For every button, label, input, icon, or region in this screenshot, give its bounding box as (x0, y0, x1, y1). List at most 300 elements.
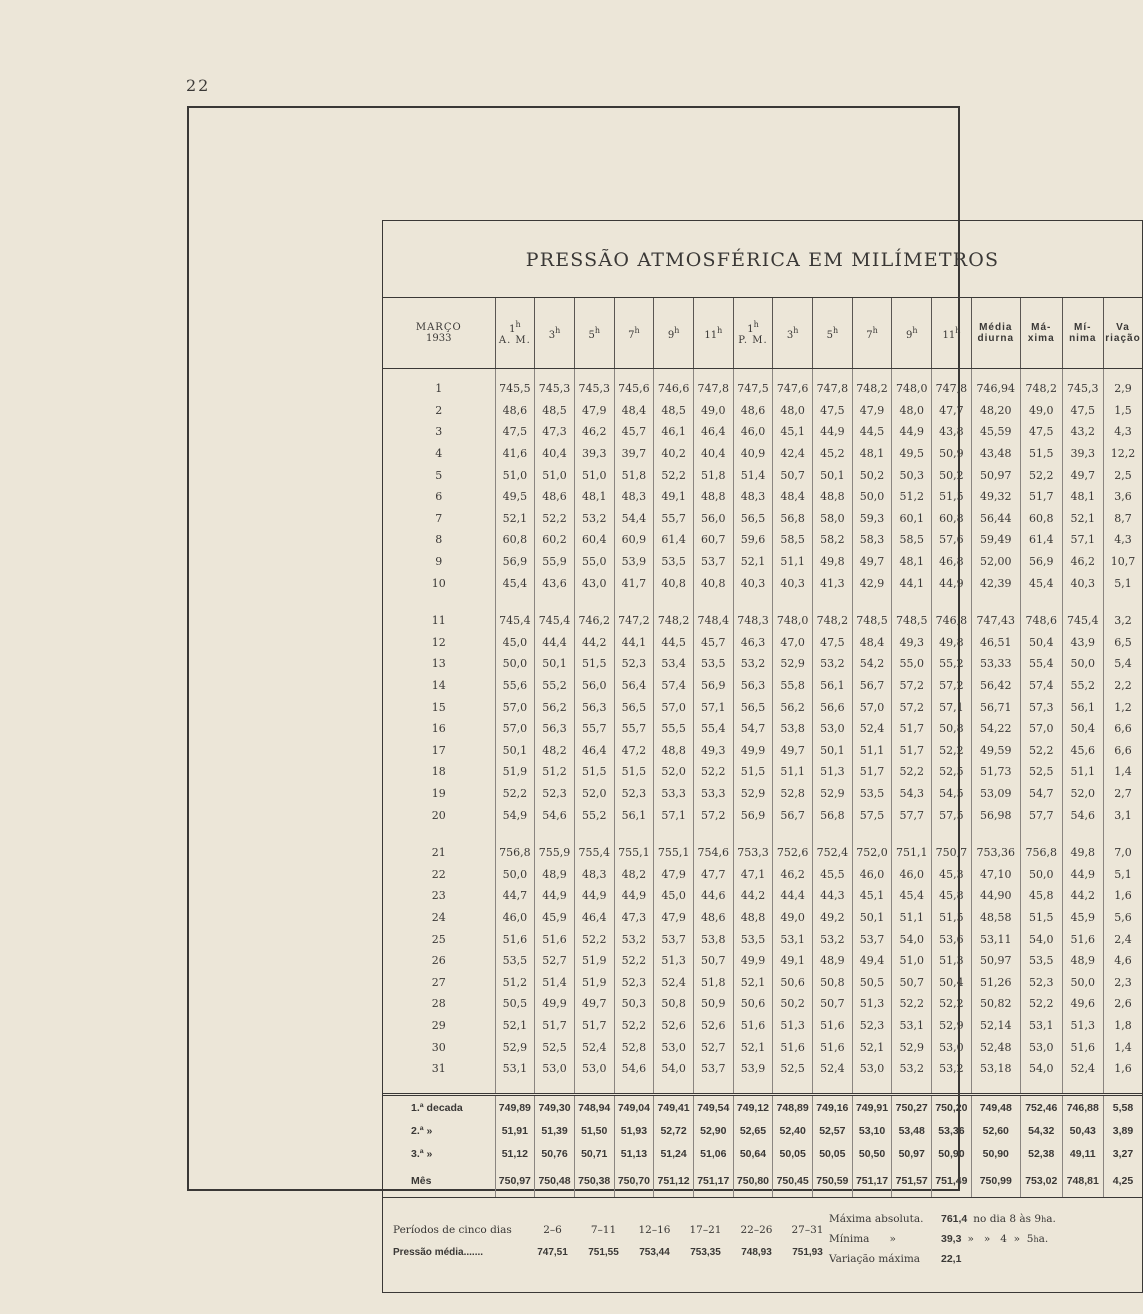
gap-cell (693, 594, 733, 610)
media-header-cell (971, 298, 1020, 369)
value-cell: 54,22 (971, 718, 1020, 740)
value-cell: 51,6 (813, 1015, 853, 1037)
summary-row (383, 1095, 1142, 1120)
hour-sup: h (955, 325, 961, 335)
value-cell: 749,41 (654, 1095, 694, 1120)
value-cell: 52,9 (773, 653, 813, 675)
value-cell: 51,5 (574, 761, 614, 783)
day-cell: 4 (435, 447, 443, 461)
pressure-mean-value: 753,35 (690, 1246, 721, 1258)
value-cell: 2,7 (1103, 783, 1142, 805)
value-cell: 748,6 (1020, 610, 1062, 632)
value-cell: 748,94 (574, 1095, 614, 1120)
value-cell: 55,0 (574, 551, 614, 573)
value-cell: 745,3 (1062, 378, 1103, 400)
media-label-2: diurna (977, 333, 1015, 344)
hour-header-cell (773, 298, 813, 369)
value-cell: 53,5 (852, 783, 892, 805)
value-cell: 46,3 (733, 632, 773, 654)
value-cell: 48,20 (971, 400, 1020, 422)
value-cell: 752,46 (1020, 1095, 1062, 1120)
value-cell: 50,7 (892, 971, 932, 993)
hour-label: 3 (548, 329, 556, 341)
gap-cell (852, 369, 892, 379)
value-cell: 748,4 (693, 610, 733, 632)
value-cell: 49,9 (535, 993, 575, 1015)
value-cell: 56,98 (971, 804, 1020, 826)
value-cell: 51,3 (1062, 1015, 1103, 1037)
table-row (383, 486, 1142, 508)
value-cell: 749,04 (614, 1095, 654, 1120)
max-header-cell (1020, 298, 1062, 369)
value-cell: 52,3 (852, 1015, 892, 1037)
hour-header-cell (852, 298, 892, 369)
value-cell: 750,70 (614, 1165, 654, 1198)
value-cell: 48,1 (892, 551, 932, 573)
value-cell: 41,6 (495, 443, 535, 465)
hour-label: 9 (905, 329, 913, 341)
decade-gap (383, 826, 1142, 842)
gap-cell (654, 369, 694, 379)
value-cell: 50,1 (813, 740, 853, 762)
value-cell: 44,2 (574, 632, 614, 654)
value-cell: 52,57 (813, 1119, 853, 1142)
value-cell: 751,57 (892, 1165, 932, 1198)
absolute-max-row (829, 1209, 1056, 1229)
value-cell: 56,2 (773, 696, 813, 718)
value-cell: 55,9 (535, 551, 575, 573)
gap-cell (614, 826, 654, 842)
value-cell: 45,4 (1020, 572, 1062, 594)
value-cell: 47,0 (773, 632, 813, 654)
gap-cell (932, 369, 972, 379)
gap-cell (574, 1079, 614, 1095)
gap-cell (892, 594, 932, 610)
value-cell: 54,6 (1062, 804, 1103, 826)
gap-cell (773, 1079, 813, 1095)
gap-cell (1103, 1079, 1142, 1095)
value-cell: 51,06 (693, 1142, 733, 1165)
value-cell: 3,27 (1103, 1142, 1142, 1165)
value-cell: 53,7 (852, 928, 892, 950)
value-cell: 51,8 (693, 464, 733, 486)
value-cell: 50,3 (892, 464, 932, 486)
hour-header-cell (574, 298, 614, 369)
value-cell: 1,6 (1103, 1058, 1142, 1080)
value-cell: 52,8 (773, 783, 813, 805)
value-cell: 51,6 (773, 1036, 813, 1058)
value-cell: 51,7 (535, 1015, 575, 1037)
value-cell: 53,0 (574, 1058, 614, 1080)
value-cell: 52,9 (813, 783, 853, 805)
value-cell: 54,32 (1020, 1119, 1062, 1142)
value-cell: 54,4 (614, 508, 654, 530)
gap-cell (1103, 826, 1142, 842)
value-cell: 748,2 (1020, 378, 1062, 400)
gap-cell (383, 1079, 495, 1095)
value-cell: 52,60 (971, 1119, 1020, 1142)
value-cell: 49,7 (852, 551, 892, 573)
day-cell: 7 (435, 511, 443, 525)
value-cell: 751,17 (852, 1165, 892, 1198)
value-cell: 49,5 (892, 443, 932, 465)
value-cell: 45,2 (813, 443, 853, 465)
table-row (383, 421, 1142, 443)
gap-cell (614, 594, 654, 610)
value-cell: 47,5 (1020, 421, 1062, 443)
gap-cell (614, 369, 654, 379)
value-cell: 54,6 (535, 804, 575, 826)
value-cell: 6,6 (1103, 740, 1142, 762)
value-cell: 749,91 (852, 1095, 892, 1120)
value-cell: 52,1 (733, 551, 773, 573)
value-cell: 49,2 (813, 907, 853, 929)
value-cell: 43,9 (1062, 632, 1103, 654)
value-cell: 46,8 (932, 551, 972, 573)
day-cell: 21 (431, 846, 446, 860)
table-row (383, 928, 1142, 950)
value-cell: 57,4 (654, 675, 694, 697)
value-cell: 47,7 (693, 863, 733, 885)
value-cell: 52,1 (495, 1015, 535, 1037)
hour-sup: h (793, 325, 799, 335)
value-cell: 52,2 (892, 993, 932, 1015)
gap-cell (971, 594, 1020, 610)
hour-label: 5 (826, 329, 833, 341)
gap-cell (383, 594, 495, 610)
period-value: 27–31 (791, 1224, 824, 1236)
gap-cell (693, 826, 733, 842)
gap-cell (383, 826, 495, 842)
value-cell: 50,2 (932, 464, 972, 486)
value-cell: 52,1 (495, 508, 535, 530)
table-row (383, 572, 1142, 594)
day-cell: 11 (431, 614, 446, 628)
value-cell: 53,1 (892, 1015, 932, 1037)
value-cell: 49,7 (1062, 464, 1103, 486)
day-cell: 13 (431, 657, 446, 671)
table-row (383, 696, 1142, 718)
table-row (383, 400, 1142, 422)
value-cell: 54,2 (852, 653, 892, 675)
value-cell: 45,9 (535, 907, 575, 929)
pressure-mean-value: 748,93 (741, 1246, 772, 1258)
table-row (383, 378, 1142, 400)
gap-cell (733, 594, 773, 610)
hour-sup: h (753, 320, 759, 329)
hour-header-cell (495, 298, 535, 369)
value-cell: 755,1 (614, 842, 654, 864)
value-cell: 48,9 (813, 950, 853, 972)
value-cell: 51,1 (892, 907, 932, 929)
value-cell: 52,1 (733, 971, 773, 993)
value-cell: 53,10 (852, 1119, 892, 1142)
value-cell: 57,5 (852, 804, 892, 826)
value-cell: 50,7 (693, 950, 733, 972)
value-cell: 55,0 (892, 653, 932, 675)
value-cell: 50,50 (852, 1142, 892, 1165)
value-cell: 52,2 (932, 993, 972, 1015)
value-cell: 753,02 (1020, 1165, 1062, 1198)
value-cell: 56,9 (495, 551, 535, 573)
max-label: Má- (1031, 322, 1052, 333)
value-cell: 5,6 (1103, 907, 1142, 929)
gap-cell (1103, 369, 1142, 379)
value-cell: 48,3 (733, 486, 773, 508)
value-cell: 748,0 (773, 610, 813, 632)
hour-header-cell (614, 298, 654, 369)
absolute-max-value: 761,4 (941, 1213, 968, 1225)
table-row (383, 993, 1142, 1015)
value-cell: 56,8 (813, 804, 853, 826)
value-cell: 52,8 (614, 1036, 654, 1058)
value-cell: 50,05 (773, 1142, 813, 1165)
value-cell: 750,20 (932, 1095, 972, 1120)
value-cell: 47,9 (654, 863, 694, 885)
value-cell: 53,11 (971, 928, 1020, 950)
value-cell: 52,9 (495, 1036, 535, 1058)
value-cell: 2,3 (1103, 971, 1142, 993)
hour-sup: h (1033, 1234, 1039, 1244)
value-cell: 747,5 (733, 378, 773, 400)
value-cell: 60,1 (892, 508, 932, 530)
value-cell: 751,1 (892, 842, 932, 864)
periods-label: Períodos de cinco dias (393, 1224, 512, 1236)
value-cell: 47,5 (495, 421, 535, 443)
table-row (383, 464, 1142, 486)
value-cell: 50,8 (654, 993, 694, 1015)
value-cell: 40,8 (654, 572, 694, 594)
value-cell: 57,0 (495, 696, 535, 718)
value-cell: 51,1 (773, 551, 813, 573)
day-cell: 31 (431, 1062, 446, 1076)
value-cell: 752,6 (773, 842, 813, 864)
value-cell: 52,0 (574, 783, 614, 805)
value-cell: 60,7 (693, 529, 733, 551)
table-row (383, 740, 1142, 762)
gap-cell (932, 594, 972, 610)
value-cell: 51,0 (535, 464, 575, 486)
value-cell: 53,18 (971, 1058, 1020, 1080)
table-row (383, 610, 1142, 632)
value-cell: 2,6 (1103, 993, 1142, 1015)
gap-cell (654, 826, 694, 842)
pressure-mean-value: 753,44 (639, 1246, 670, 1258)
value-cell: 51,93 (614, 1119, 654, 1142)
day-cell: 20 (431, 808, 446, 822)
gap-cell (733, 369, 773, 379)
header-row (383, 298, 1142, 369)
decade-gap (383, 1079, 1142, 1095)
value-cell: 746,94 (971, 378, 1020, 400)
value-cell: 45,7 (614, 421, 654, 443)
value-cell: 755,4 (574, 842, 614, 864)
gap-cell (1020, 594, 1062, 610)
value-cell: 7,0 (1103, 842, 1142, 864)
month-label: MARÇO (415, 322, 462, 333)
value-cell: 52,2 (892, 761, 932, 783)
value-cell: 46,0 (892, 863, 932, 885)
value-cell: 747,8 (693, 378, 733, 400)
value-cell: 59,49 (971, 529, 1020, 551)
value-cell: 51,1 (1062, 761, 1103, 783)
value-cell: 49,9 (733, 740, 773, 762)
gap-cell (574, 826, 614, 842)
value-cell: 51,0 (892, 950, 932, 972)
value-cell: 48,8 (654, 740, 694, 762)
value-cell: 56,1 (614, 804, 654, 826)
value-cell: 56,2 (535, 696, 575, 718)
value-cell: 48,6 (733, 400, 773, 422)
value-cell: 52,6 (693, 1015, 733, 1037)
value-cell: 1,8 (1103, 1015, 1142, 1037)
gap-cell (574, 594, 614, 610)
value-cell: 52,48 (971, 1036, 1020, 1058)
day-cell: 2 (435, 403, 443, 417)
value-cell: 47,9 (574, 400, 614, 422)
value-cell: 746,88 (1062, 1095, 1103, 1120)
gap-cell (813, 594, 853, 610)
value-cell: 53,7 (693, 1058, 733, 1080)
value-cell: 40,8 (693, 572, 733, 594)
value-cell: 52,00 (971, 551, 1020, 573)
gap-cell (535, 594, 575, 610)
value-cell: 60,8 (932, 508, 972, 530)
value-cell: 52,1 (733, 1036, 773, 1058)
gap-cell (1020, 1079, 1062, 1095)
value-cell: 50,9 (693, 993, 733, 1015)
value-cell: 57,4 (1020, 675, 1062, 697)
value-cell: 54,7 (733, 718, 773, 740)
period-value: 12–16 (638, 1224, 671, 1236)
value-cell: 748,81 (1062, 1165, 1103, 1198)
value-cell: 53,0 (535, 1058, 575, 1080)
value-cell: 51,6 (813, 1036, 853, 1058)
absolute-min-value: 39,3 (941, 1233, 962, 1245)
value-cell: 46,0 (733, 421, 773, 443)
variation-header-cell (1103, 298, 1142, 369)
value-cell: 745,3 (574, 378, 614, 400)
value-cell: 4,3 (1103, 421, 1142, 443)
value-cell: 51,7 (574, 1015, 614, 1037)
max-variation-label: Variação máxima (829, 1253, 921, 1265)
value-cell: 56,7 (852, 675, 892, 697)
value-cell: 54,0 (892, 928, 932, 950)
value-cell: 60,9 (614, 529, 654, 551)
variation-label-2: riação (1105, 333, 1141, 344)
value-cell: 51,2 (535, 761, 575, 783)
gap-cell (654, 594, 694, 610)
value-cell: 57,1 (1062, 529, 1103, 551)
period-value: 2–6 (543, 1224, 562, 1236)
hour-sup: h (1041, 1214, 1047, 1224)
value-cell: 749,89 (495, 1095, 535, 1120)
pressure-table (383, 298, 1142, 1198)
value-cell: 50,1 (535, 653, 575, 675)
value-cell: 51,0 (495, 464, 535, 486)
hour-header-cell (693, 298, 733, 369)
summary-row (383, 1142, 1142, 1165)
value-cell: 45,8 (932, 885, 972, 907)
value-cell: 50,1 (495, 740, 535, 762)
value-cell: 53,33 (971, 653, 1020, 675)
value-cell: 747,2 (614, 610, 654, 632)
value-cell: 45,8 (1020, 885, 1062, 907)
value-cell: 54,6 (614, 1058, 654, 1080)
min-label-2: nima (1069, 333, 1097, 344)
table-row (383, 1036, 1142, 1058)
value-cell: 2,4 (1103, 928, 1142, 950)
day-cell: 8 (435, 533, 443, 547)
value-cell: 44,3 (813, 885, 853, 907)
value-cell: 51,3 (932, 950, 972, 972)
gap-cell (852, 594, 892, 610)
value-cell: 45,0 (495, 632, 535, 654)
value-cell: 57,2 (892, 696, 932, 718)
value-cell: 56,4 (614, 675, 654, 697)
value-cell: 41,3 (813, 572, 853, 594)
value-cell: 53,8 (693, 928, 733, 950)
value-cell: 56,7 (773, 804, 813, 826)
value-cell: 51,26 (971, 971, 1020, 993)
value-cell: 45,59 (971, 421, 1020, 443)
value-cell: 52,0 (1062, 783, 1103, 805)
value-cell: 53,8 (773, 718, 813, 740)
value-cell: 56,1 (813, 675, 853, 697)
value-cell: 53,0 (654, 1036, 694, 1058)
value-cell: 51,5 (1020, 443, 1062, 465)
value-cell: 48,4 (614, 400, 654, 422)
value-cell: 55,7 (654, 508, 694, 530)
value-cell: 51,9 (574, 950, 614, 972)
table-row (383, 971, 1142, 993)
value-cell: 51,5 (932, 907, 972, 929)
day-cell: 17 (431, 743, 446, 757)
value-cell: 53,3 (654, 783, 694, 805)
extremes-block (829, 1209, 1056, 1269)
gap-cell (693, 1079, 733, 1095)
absolute-min-row (829, 1229, 1056, 1249)
value-cell: 53,5 (733, 928, 773, 950)
value-cell: 53,9 (614, 551, 654, 573)
value-cell: 54,0 (1020, 928, 1062, 950)
value-cell: 1,2 (1103, 696, 1142, 718)
value-cell: 750,38 (574, 1165, 614, 1198)
value-cell: 753,3 (733, 842, 773, 864)
title-divider (383, 297, 1142, 298)
value-cell: 51,3 (852, 993, 892, 1015)
gap-cell (773, 594, 813, 610)
gap-cell (535, 1079, 575, 1095)
gap-cell (971, 826, 1020, 842)
value-cell: 1,4 (1103, 761, 1142, 783)
value-cell: 48,4 (852, 632, 892, 654)
value-cell: 48,5 (654, 400, 694, 422)
gap-cell (892, 369, 932, 379)
value-cell: 57,0 (495, 718, 535, 740)
value-cell: 45,7 (693, 632, 733, 654)
gap-cell (654, 1079, 694, 1095)
value-cell: 1,5 (1103, 400, 1142, 422)
value-cell: 51,5 (574, 653, 614, 675)
value-cell: 53,1 (495, 1058, 535, 1080)
hour-sup: h (912, 325, 918, 335)
value-cell: 54,7 (1020, 783, 1062, 805)
value-cell: 755,1 (654, 842, 694, 864)
value-cell: 45,4 (892, 885, 932, 907)
value-cell: 51,6 (495, 928, 535, 950)
value-cell: 50,90 (932, 1142, 972, 1165)
